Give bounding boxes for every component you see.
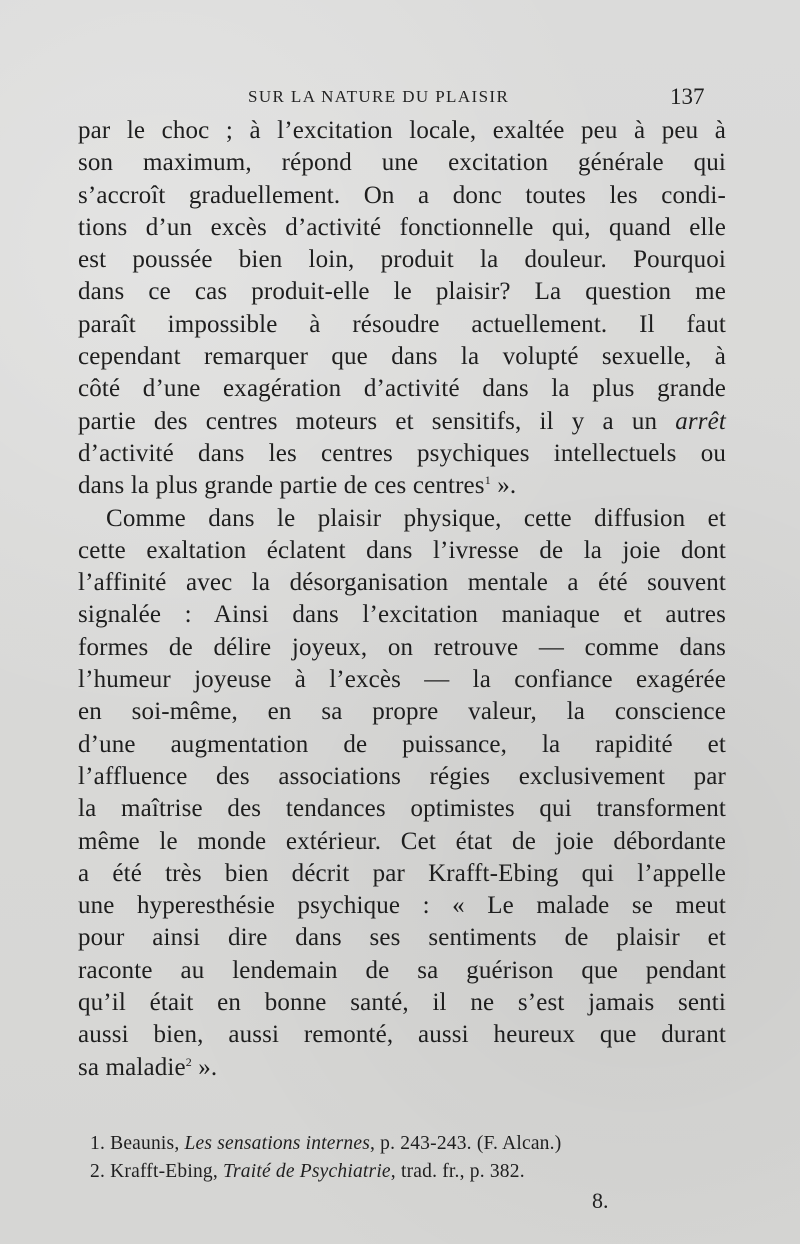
text-line: est poussée bien loin, produit la douleur. Pourquoi [78, 246, 726, 274]
text-line: même le monde extérieur. Cet état de joie débordante [78, 827, 726, 855]
text-line: paraît impossible à résoudre actuellement. Il faut [78, 310, 726, 338]
text-line: l’affluence des associations régies exclusivement par [78, 762, 726, 790]
text-line: cette exaltation éclatent dans l’ivresse de la joie dont [78, 536, 726, 564]
main-text [78, 115, 726, 1084]
text-line-part: dans la plus grande partie de ces centres [78, 472, 485, 500]
footnote-ref-1: 1 [484, 473, 491, 488]
text-line: en soi-même, en sa propre valeur, la conscience [78, 698, 726, 726]
text-line: qu’il était en bonne santé, il ne s’est jamais senti [78, 989, 726, 1017]
text-line: cependant remarquer que dans la volupté sexuelle, à [78, 343, 726, 371]
footnote-title: Traité de Psychiatrie [223, 1161, 391, 1182]
footnotes [90, 1130, 650, 1186]
text-line [78, 1052, 726, 1084]
text-line-part: sa maladie [78, 1053, 186, 1081]
text-line: d’une augmentation de puissance, la rapidité et [78, 730, 726, 758]
page-number: 137 [670, 84, 705, 109]
text-line: son maximum, répond une excitation générale qui [78, 149, 726, 177]
text-line: d’activité dans les centres psychiques intellectuels ou [78, 439, 726, 467]
text-line: par le choc ; à l’excitation locale, exaltée peu à peu à [78, 117, 726, 144]
footnote-ref-2: 2 [185, 1054, 192, 1069]
running-title: SUR LA NATURE DU PLAISIR [248, 87, 510, 106]
text-line-part: ». [490, 472, 517, 500]
footnote-title: Les sensations internes [184, 1133, 371, 1154]
text-line-part: ». [191, 1053, 218, 1081]
footnote-1 [90, 1130, 650, 1158]
footnote-author: Beaunis, [110, 1133, 180, 1154]
text-line: aussi bien, aussi remonté, aussi heureux que durant [78, 1021, 726, 1049]
text-line [78, 470, 726, 502]
text-line: signalée : Ainsi dans l’excitation maniaque et autres [78, 601, 726, 629]
text-line: raconte au lendemain de sa guérison que pendant [78, 956, 726, 984]
text-line: côté d’une exagération d’activité dans la plus grande [78, 375, 726, 403]
text-line: a été très bien décrit par Krafft-Ebing qui l’appelle [78, 859, 726, 887]
text-line-part: partie des centres moteurs et sensitifs, il y a un [78, 407, 658, 435]
footnote-rest: , trad. fr., p. 382. [390, 1161, 525, 1182]
footnote-2 [90, 1158, 650, 1186]
footnote-number: 1. [90, 1133, 106, 1154]
footnote-rest: , p. 243-243. (F. Alcan.) [370, 1133, 562, 1154]
text-line: la maîtrise des tendances optimistes qui transforment [78, 795, 726, 823]
footnote-number: 2. [90, 1161, 106, 1182]
text-line: s’accroît graduellement. On a donc toutes les condi- [78, 181, 726, 209]
text-line: tions d’un excès d’activité fonctionnelle qui, quand elle [78, 213, 726, 241]
text-line [78, 406, 726, 438]
text-line: l’humeur joyeuse à l’excès — la confiance exagérée [78, 666, 726, 694]
text-line: pour ainsi dire dans ses sentiments de plaisir et [78, 924, 726, 952]
text-line: une hyperesthésie psychique : « Le malade se meut [78, 892, 726, 920]
footnote-author: Krafft-Ebing, [110, 1161, 218, 1182]
italic-word: arrêt [675, 407, 727, 435]
running-header [0, 84, 800, 110]
text-line: dans ce cas produit-elle le plaisir? La question me [78, 278, 726, 306]
signature-mark: 8. [592, 1188, 609, 1213]
text-line: Comme dans le plaisir physique, cette diffusion et [106, 504, 726, 532]
text-line: l’affinité avec la désorganisation mentale a été souvent [78, 569, 726, 597]
text-line: formes de délire joyeux, on retrouve — comme dans [78, 633, 726, 661]
